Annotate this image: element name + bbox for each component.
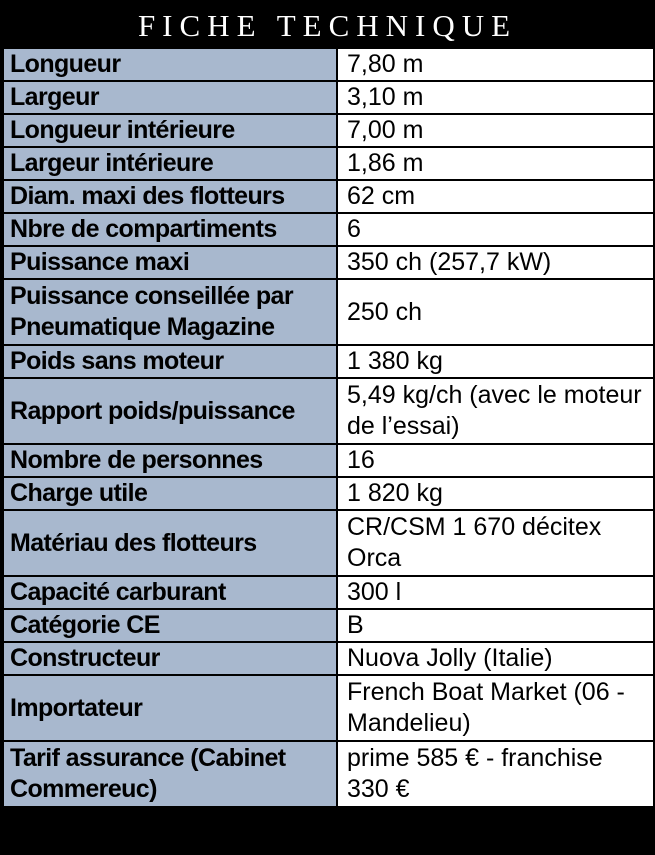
table-row (3, 49, 654, 81)
row-label: Largeur (3, 81, 337, 114)
row-label: Largeur intérieure (3, 147, 337, 180)
row-label: Nbre de compartiments (3, 213, 337, 246)
row-value: Nuova Jolly (Italie) (337, 642, 654, 675)
row-value: 1 380 kg (337, 345, 654, 378)
row-label: Puissance maxi (3, 246, 337, 279)
sheet-title: FICHE TECHNIQUE (2, 2, 653, 49)
row-label: Nombre de personnes (3, 444, 337, 477)
row-label: Charge utile (3, 477, 337, 510)
row-label: Capacité carburant (3, 576, 337, 609)
row-value: 6 (337, 213, 654, 246)
row-value: prime 585 € - franchise 330 € (337, 741, 654, 807)
row-value: 3,10 m (337, 81, 654, 114)
row-label: Poids sans moteur (3, 345, 337, 378)
row-value: 16 (337, 444, 654, 477)
row-label: Constructeur (3, 642, 337, 675)
row-label: Longueur intérieure (3, 114, 337, 147)
row-value: CR/CSM 1 670 décitex Orca (337, 510, 654, 576)
row-label: Importateur (3, 675, 337, 741)
row-label: Rapport poids/puissance (3, 378, 337, 444)
row-value: 1,86 m (337, 147, 654, 180)
table-row (3, 477, 654, 510)
row-value: French Boat Market (06 - Mandelieu) (337, 675, 654, 741)
row-value: 7,80 m (337, 49, 654, 81)
table-row (3, 444, 654, 477)
row-value: B (337, 609, 654, 642)
row-value: 1 820 kg (337, 477, 654, 510)
row-value: 7,00 m (337, 114, 654, 147)
row-value: 5,49 kg/ch (avec le moteur de l’essai) (337, 378, 654, 444)
row-label: Diam. maxi des flotteurs (3, 180, 337, 213)
table-row (3, 213, 654, 246)
table-row (3, 246, 654, 279)
row-label: Tarif assurance (Cabinet Commereuc) (3, 741, 337, 807)
row-label: Matériau des flotteurs (3, 510, 337, 576)
table-row (3, 279, 654, 345)
table-row (3, 609, 654, 642)
row-value: 250 ch (337, 279, 654, 345)
row-value: 300 l (337, 576, 654, 609)
table-row (3, 510, 654, 576)
row-value: 350 ch (257,7 kW) (337, 246, 654, 279)
table-row (3, 114, 654, 147)
spec-table (2, 49, 655, 808)
table-row (3, 675, 654, 741)
table-row (3, 180, 654, 213)
row-label: Puissance conseillée par Pneumatique Magazine (3, 279, 337, 345)
table-row (3, 741, 654, 807)
table-row (3, 147, 654, 180)
table-row (3, 81, 654, 114)
table-row (3, 345, 654, 378)
row-label: Longueur (3, 49, 337, 81)
row-label: Catégorie CE (3, 609, 337, 642)
table-row (3, 576, 654, 609)
row-value: 62 cm (337, 180, 654, 213)
table-row (3, 378, 654, 444)
table-row (3, 642, 654, 675)
